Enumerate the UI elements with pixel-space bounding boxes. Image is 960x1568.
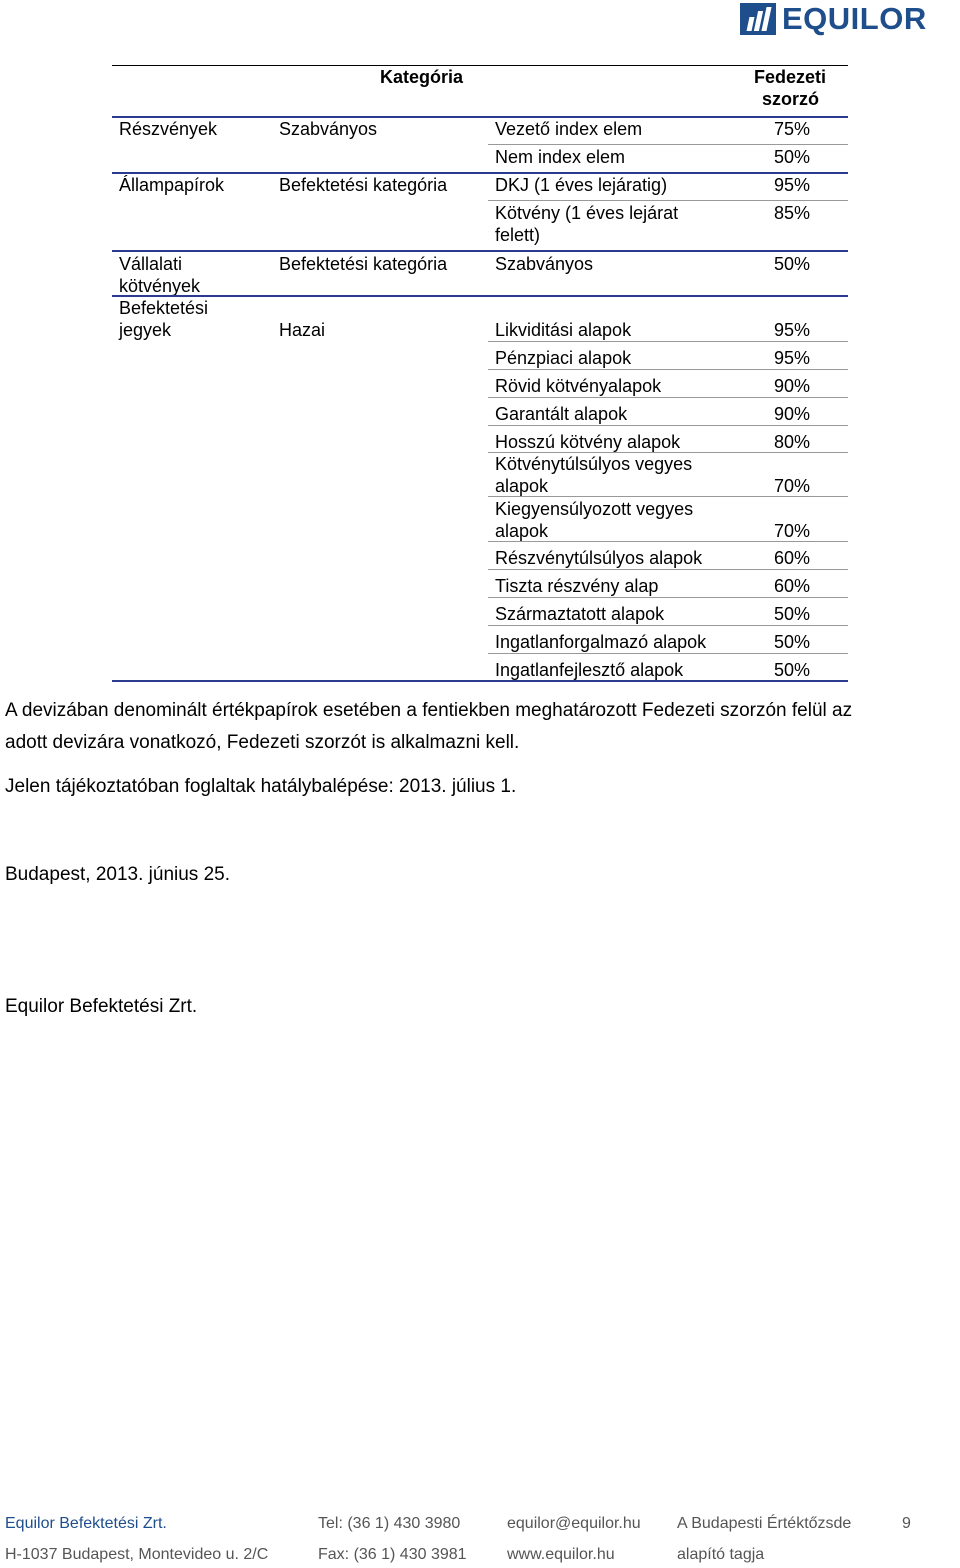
footer-address: H-1037 Budapest, Montevideo u. 2/C bbox=[5, 1546, 269, 1563]
table-cell: Ingatlanforgalmazó alapok bbox=[495, 632, 707, 652]
row-rule bbox=[488, 597, 848, 598]
page-number: 9 bbox=[902, 1515, 911, 1532]
table-cell-pct: 85% bbox=[773, 203, 810, 223]
table-cell: Vezető index elem bbox=[495, 119, 643, 139]
body-paragraph-1-line1: A devizában denominált értékpapírok esetében a fentiekben meghatározott Fedezeti szorzón felül az bbox=[5, 700, 853, 721]
table-cell-pct: 60% bbox=[773, 548, 810, 568]
table-cell: Kiegyensúlyozott vegyes bbox=[495, 499, 694, 519]
table-cell-pct: 60% bbox=[773, 576, 810, 596]
row-rule bbox=[488, 200, 848, 201]
table-cell-pct: 50% bbox=[773, 147, 810, 167]
table-cell: Befektetési kategória bbox=[279, 175, 448, 195]
table-cell: Rövid kötvényalapok bbox=[495, 376, 662, 396]
table-cell-pct: 75% bbox=[773, 119, 810, 139]
table-cell: Állampapírok bbox=[119, 175, 225, 195]
row-rule bbox=[488, 425, 848, 426]
table-cell-pct: 50% bbox=[773, 632, 810, 652]
table-cell-pct: 90% bbox=[773, 404, 810, 424]
table-cell: Tiszta részvény alap bbox=[495, 576, 659, 596]
table-cell-pct: 80% bbox=[773, 432, 810, 452]
table-cell: kötvények bbox=[119, 276, 201, 296]
row-rule bbox=[488, 496, 848, 497]
table-cell: Részvénytúlsúlyos alapok bbox=[495, 548, 703, 568]
row-rule bbox=[488, 341, 848, 342]
table-cell: Kötvénytúlsúlyos vegyes bbox=[495, 454, 693, 474]
table-cell: Szabványos bbox=[495, 254, 594, 274]
row-rule bbox=[488, 397, 848, 398]
body-paragraph-1-line2: adott devizára vonatkozó, Fedezeti szorzót is alkalmazni kell. bbox=[5, 732, 520, 753]
table-cell-pct: 50% bbox=[773, 254, 810, 274]
logo-mark-icon bbox=[740, 3, 776, 35]
body-paragraph-1 bbox=[5, 695, 955, 759]
table-cell: Vállalati bbox=[119, 254, 183, 274]
footer-bse-line1: A Budapesti Értéktőzsde bbox=[677, 1515, 852, 1532]
table-cell: Szabványos bbox=[279, 119, 378, 139]
table-cell: jegyek bbox=[119, 320, 172, 340]
group-rule bbox=[112, 250, 848, 252]
table-bottom-rule bbox=[112, 680, 848, 682]
row-rule bbox=[488, 541, 848, 542]
table-cell: Ingatlanfejlesztő alapok bbox=[495, 660, 684, 680]
table-cell: Garantált alapok bbox=[495, 404, 628, 424]
footer-tel: Tel: (36 1) 430 3980 bbox=[318, 1515, 461, 1532]
footer-fax: Fax: (36 1) 430 3981 bbox=[318, 1546, 467, 1563]
signature-text: Equilor Befektetési Zrt. bbox=[5, 996, 198, 1017]
equilor-logo bbox=[740, 2, 927, 36]
table-cell-pct: 95% bbox=[773, 320, 810, 340]
row-rule bbox=[488, 625, 848, 626]
table-cell: alapok bbox=[495, 521, 549, 541]
table-cell-pct: 95% bbox=[773, 175, 810, 195]
footer-email: equilor@equilor.hu bbox=[507, 1515, 641, 1532]
table-cell-pct: 95% bbox=[773, 348, 810, 368]
table-header-multiplier-line1: Fedezeti bbox=[754, 67, 827, 87]
table-cell: Nem index elem bbox=[495, 147, 626, 167]
group-rule bbox=[112, 295, 848, 297]
row-rule bbox=[488, 569, 848, 570]
table-cell: Pénzpiaci alapok bbox=[495, 348, 632, 368]
table-cell: Hazai bbox=[279, 320, 326, 340]
table-cell: Befektetési kategória bbox=[279, 254, 448, 274]
table-cell: DKJ (1 éves lejáratig) bbox=[495, 175, 668, 195]
table-cell: Hosszú kötvény alapok bbox=[495, 432, 681, 452]
row-rule bbox=[488, 144, 848, 145]
effective-date-text: Jelen tájékoztatóban foglaltak hatálybalépése: 2013. július 1. bbox=[5, 776, 517, 797]
table-cell: felett) bbox=[495, 225, 541, 245]
table-header-multiplier-line2: szorzó bbox=[762, 89, 820, 109]
table-cell: Részvények bbox=[119, 119, 218, 139]
table-top-rule bbox=[112, 65, 848, 66]
footer-web: www.equilor.hu bbox=[507, 1546, 615, 1563]
table-cell: Likviditási alapok bbox=[495, 320, 632, 340]
table-header-category: Kategória bbox=[380, 67, 464, 87]
row-rule bbox=[488, 369, 848, 370]
place-date-text: Budapest, 2013. június 25. bbox=[5, 864, 231, 885]
table-cell-pct: 50% bbox=[773, 660, 810, 680]
footer-company: Equilor Befektetési Zrt. bbox=[5, 1515, 167, 1532]
table-cell-pct: 70% bbox=[773, 521, 810, 541]
table-cell: alapok bbox=[495, 476, 549, 496]
table-cell-pct: 70% bbox=[773, 476, 810, 496]
table-cell: Kötvény (1 éves lejárat bbox=[495, 203, 679, 223]
table-cell: Származtatott alapok bbox=[495, 604, 665, 624]
logo-text: EQUILOR bbox=[782, 1, 927, 36]
table-cell: Befektetési bbox=[119, 298, 209, 318]
table-cell-pct: 90% bbox=[773, 376, 810, 396]
table-cell-pct: 50% bbox=[773, 604, 810, 624]
footer-bse-line2: alapító tagja bbox=[677, 1546, 765, 1563]
row-rule bbox=[488, 653, 848, 654]
